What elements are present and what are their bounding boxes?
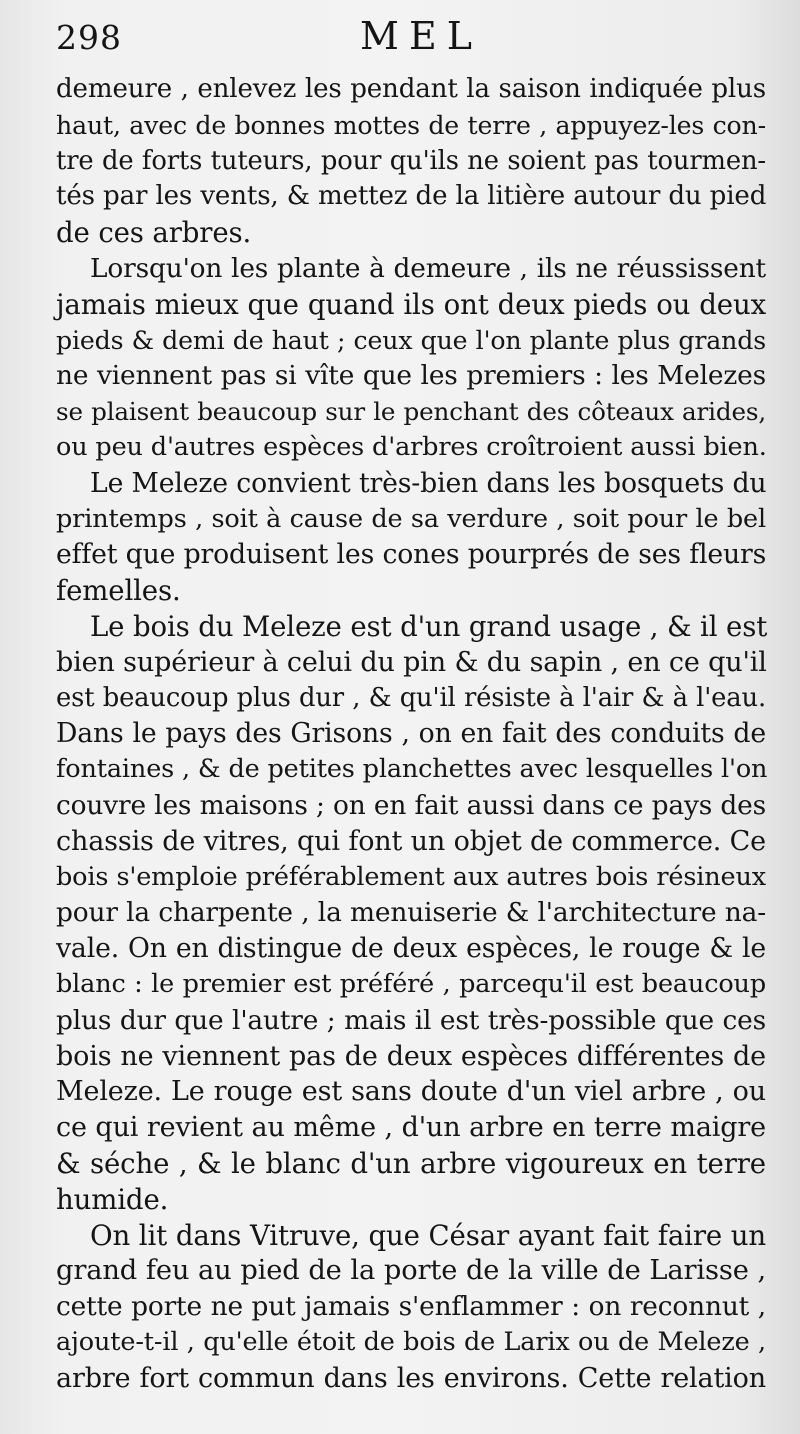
text-line: fontaines , & de petites planchettes avec lesquelles l'on: [56, 754, 768, 785]
body-text: [56, 72, 766, 1396]
text-line: pour la charpente , la menuiserie & l'architecture na-: [56, 897, 766, 929]
text-line: femelles.: [56, 574, 181, 608]
text-line: tés par les vents, & mettez de la litière autour du pied: [56, 181, 767, 212]
text-line: bien supérieur à celui du pin & du sapin , en ce qu'il: [56, 646, 767, 678]
text-line: bois s'emploie préférablement aux autres bois résineux: [56, 861, 766, 892]
text-line: demeure , enlevez les pendant la saison indiquée plus: [56, 74, 766, 104]
page-number: 298: [56, 18, 122, 57]
text-line: ce qui revient au même , d'un arbre en terre maigre: [56, 1112, 766, 1144]
text-line: arbre fort commun dans les environs. Cette relation: [56, 1362, 766, 1394]
text-line: Meleze. Le rouge est sans doute d'un viel arbre , ou: [56, 1076, 766, 1108]
text-line: On lit dans Vitruve, que César ayant fait faire un: [90, 1218, 766, 1252]
text-line: jamais mieux que quand ils ont deux pieds ou deux: [56, 287, 766, 321]
text-line: est beaucoup plus dur , & qu'il résiste à l'air & à l'eau.: [56, 682, 766, 713]
text-line: Le Meleze convient très-bien dans les bosquets du: [90, 467, 767, 499]
text-line: de ces arbres.: [56, 216, 252, 250]
text-line: blanc : le premier est préféré , parcequ'il est beaucoup: [56, 968, 766, 999]
page-header: [56, 14, 760, 66]
text-line: cette porte ne put jamais s'enflammer : on reconnut ,: [56, 1291, 766, 1323]
text-line: humide.: [56, 1182, 169, 1216]
text-line: Dans le pays des Grisons , on en fait des conduits de: [56, 718, 766, 750]
text-line: effet que produisent les cones pourprés de ses fleurs: [56, 539, 767, 571]
text-line: printemps , soit à cause de sa verdure , soit pour le bel: [56, 503, 766, 534]
running-head: MEL: [360, 14, 482, 58]
text-line: ou peu d'autres espèces d'arbres croîtroient aussi bien.: [56, 431, 767, 462]
text-line: couvre les maisons ; on en fait aussi dans ce pays des: [56, 789, 766, 821]
text-line: haut, avec de bonnes mottes de terre , appuyez-les con-: [56, 110, 766, 140]
text-line: Le bois du Meleze est d'un grand usage , & il est: [90, 609, 768, 643]
text-line: bois ne viennent pas de deux espèces différentes de: [56, 1040, 766, 1072]
text-line: se plaisent beaucoup sur le penchant des côteaux arides,: [56, 397, 766, 427]
text-line: vale. On en distingue de deux espèces, le rouge & le: [56, 933, 766, 965]
text-line: ne viennent pas si vîte que les premiers : les Melezes: [56, 360, 766, 392]
text-line: pieds & demi de haut ; ceux que l'on plante plus grands: [56, 325, 766, 355]
text-line: & séche , & le blanc d'un arbre vigoureux en terre: [56, 1146, 766, 1180]
text-line: plus dur que l'autre ; mais il est très-possible que ces: [56, 1004, 766, 1036]
text-line: chassis de vitres, qui font un objet de commerce. Ce: [56, 825, 766, 857]
text-line: grand feu au pied de la porte de la ville de Larisse ,: [56, 1255, 766, 1287]
text-line: ajoute-t-il , qu'elle étoit de bois de Larix ou de Meleze ,: [56, 1326, 766, 1357]
text-line: tre de forts tuteurs, pour qu'ils ne soient pas tourmen-: [56, 145, 766, 176]
text-line: Lorsqu'on les plante à demeure , ils ne réussissent: [90, 252, 766, 284]
